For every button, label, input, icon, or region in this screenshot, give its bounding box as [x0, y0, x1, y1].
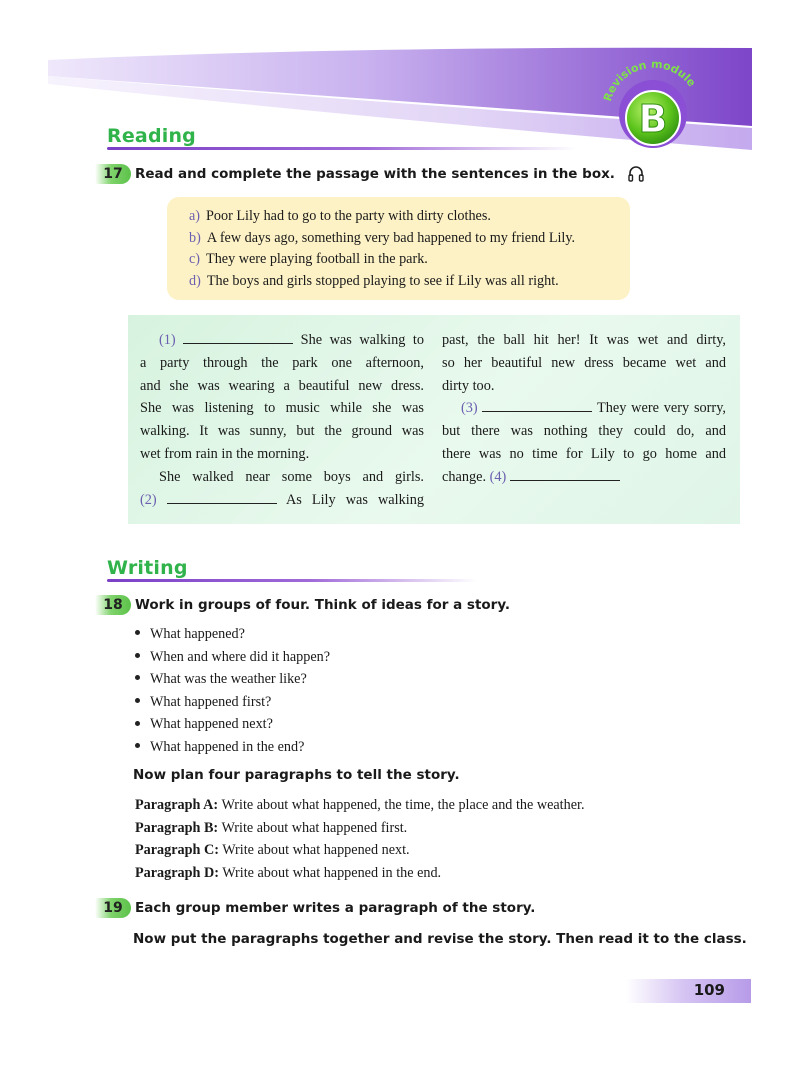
- blank-2-number: (2): [140, 491, 157, 508]
- blank-3-number: (3): [461, 400, 478, 417]
- blank-1-number: (1): [159, 332, 176, 348]
- task-number: 18: [95, 595, 131, 615]
- list-item: What happened?: [135, 623, 330, 646]
- list-item: What happened next?: [135, 713, 330, 736]
- list-item: Paragraph C: Write about what happened next.: [135, 842, 410, 859]
- list-item: Paragraph B: Write about what happened first.: [135, 819, 408, 836]
- bullet-dot-icon: [135, 653, 140, 658]
- list-item: When and where did it happen?: [135, 646, 330, 669]
- task-instruction: Work in groups of four. Think of ideas for a story.: [135, 597, 511, 613]
- option-a: a) Poor Lily had to go to the party with dirty clothes.: [189, 208, 491, 224]
- badge-arc-text: Revision module: [601, 60, 699, 103]
- list-item: What happened first?: [135, 691, 330, 714]
- bullet-dot-icon: [135, 675, 140, 680]
- blank-2[interactable]: [167, 493, 277, 504]
- passage-right-column: past, the ball hit her! It was wet and dirty, so her beautiful new dress became wet and dirty too. (3) They were very sorry, but there was nothing they could do, and there was no time for Lily to go home and change. (4): [442, 332, 726, 485]
- bullet-dot-icon: [135, 630, 140, 635]
- option-b: b) A few days ago, something very bad happened to my friend Lily.: [189, 229, 576, 246]
- reading-passage: [128, 315, 740, 524]
- writing-title: Writing: [107, 557, 188, 579]
- task-19-followup: Now put the paragraphs together and revise the story. Then read it to the class.: [133, 931, 747, 947]
- task-19: [95, 898, 535, 918]
- page-number-tab: [626, 979, 751, 1003]
- list-item: What happened in the end?: [135, 736, 330, 759]
- page-number: 109: [693, 981, 725, 999]
- blank-1[interactable]: [183, 333, 293, 344]
- list-item: Paragraph D: Write about what happened in the end.: [135, 864, 442, 881]
- bullet-dot-icon: [135, 743, 140, 748]
- sentence-options-box: [167, 197, 630, 300]
- writing-divider: [107, 579, 477, 582]
- blank-4[interactable]: [510, 470, 620, 481]
- task-instruction: Each group member writes a paragraph of the story.: [135, 900, 536, 916]
- list-item: Paragraph A: Write about what happened, the time, the place and the weather.: [135, 797, 585, 813]
- list-item: What was the weather like?: [135, 668, 330, 691]
- option-c: c) They were playing football in the park.: [189, 251, 428, 267]
- plan-heading: Now plan four paragraphs to tell the story.: [133, 767, 460, 783]
- bullet-dot-icon: [135, 698, 140, 703]
- option-d: d) The boys and girls stopped playing to see if Lily was all right.: [189, 272, 559, 289]
- story-questions-list: [135, 623, 330, 759]
- task-number: 19: [95, 898, 131, 918]
- task-17: [95, 164, 645, 184]
- task-instruction: Read and complete the passage with the sentences in the box.: [135, 166, 615, 182]
- blank-4-number: (4): [489, 468, 507, 485]
- reading-divider: [107, 147, 577, 150]
- bullet-dot-icon: [135, 721, 140, 726]
- badge-letter: B: [638, 97, 668, 141]
- task-18: [95, 595, 510, 615]
- blank-3[interactable]: [482, 401, 592, 412]
- paragraph-plan-list: [135, 794, 585, 884]
- passage-left-column: (1) She was walking to a party through the park one afternoon, and she was wearing a beautiful new dress. She was listening to music while she was walking. It was sunny, but the ground was wet from rain in the morning. She walked near some boys and girls. (2) As Lily was walking: [140, 332, 425, 508]
- revision-module-badge: [596, 60, 708, 156]
- reading-title: Reading: [107, 125, 196, 147]
- headphones-icon[interactable]: [627, 165, 645, 183]
- task-number: 17: [95, 164, 131, 184]
